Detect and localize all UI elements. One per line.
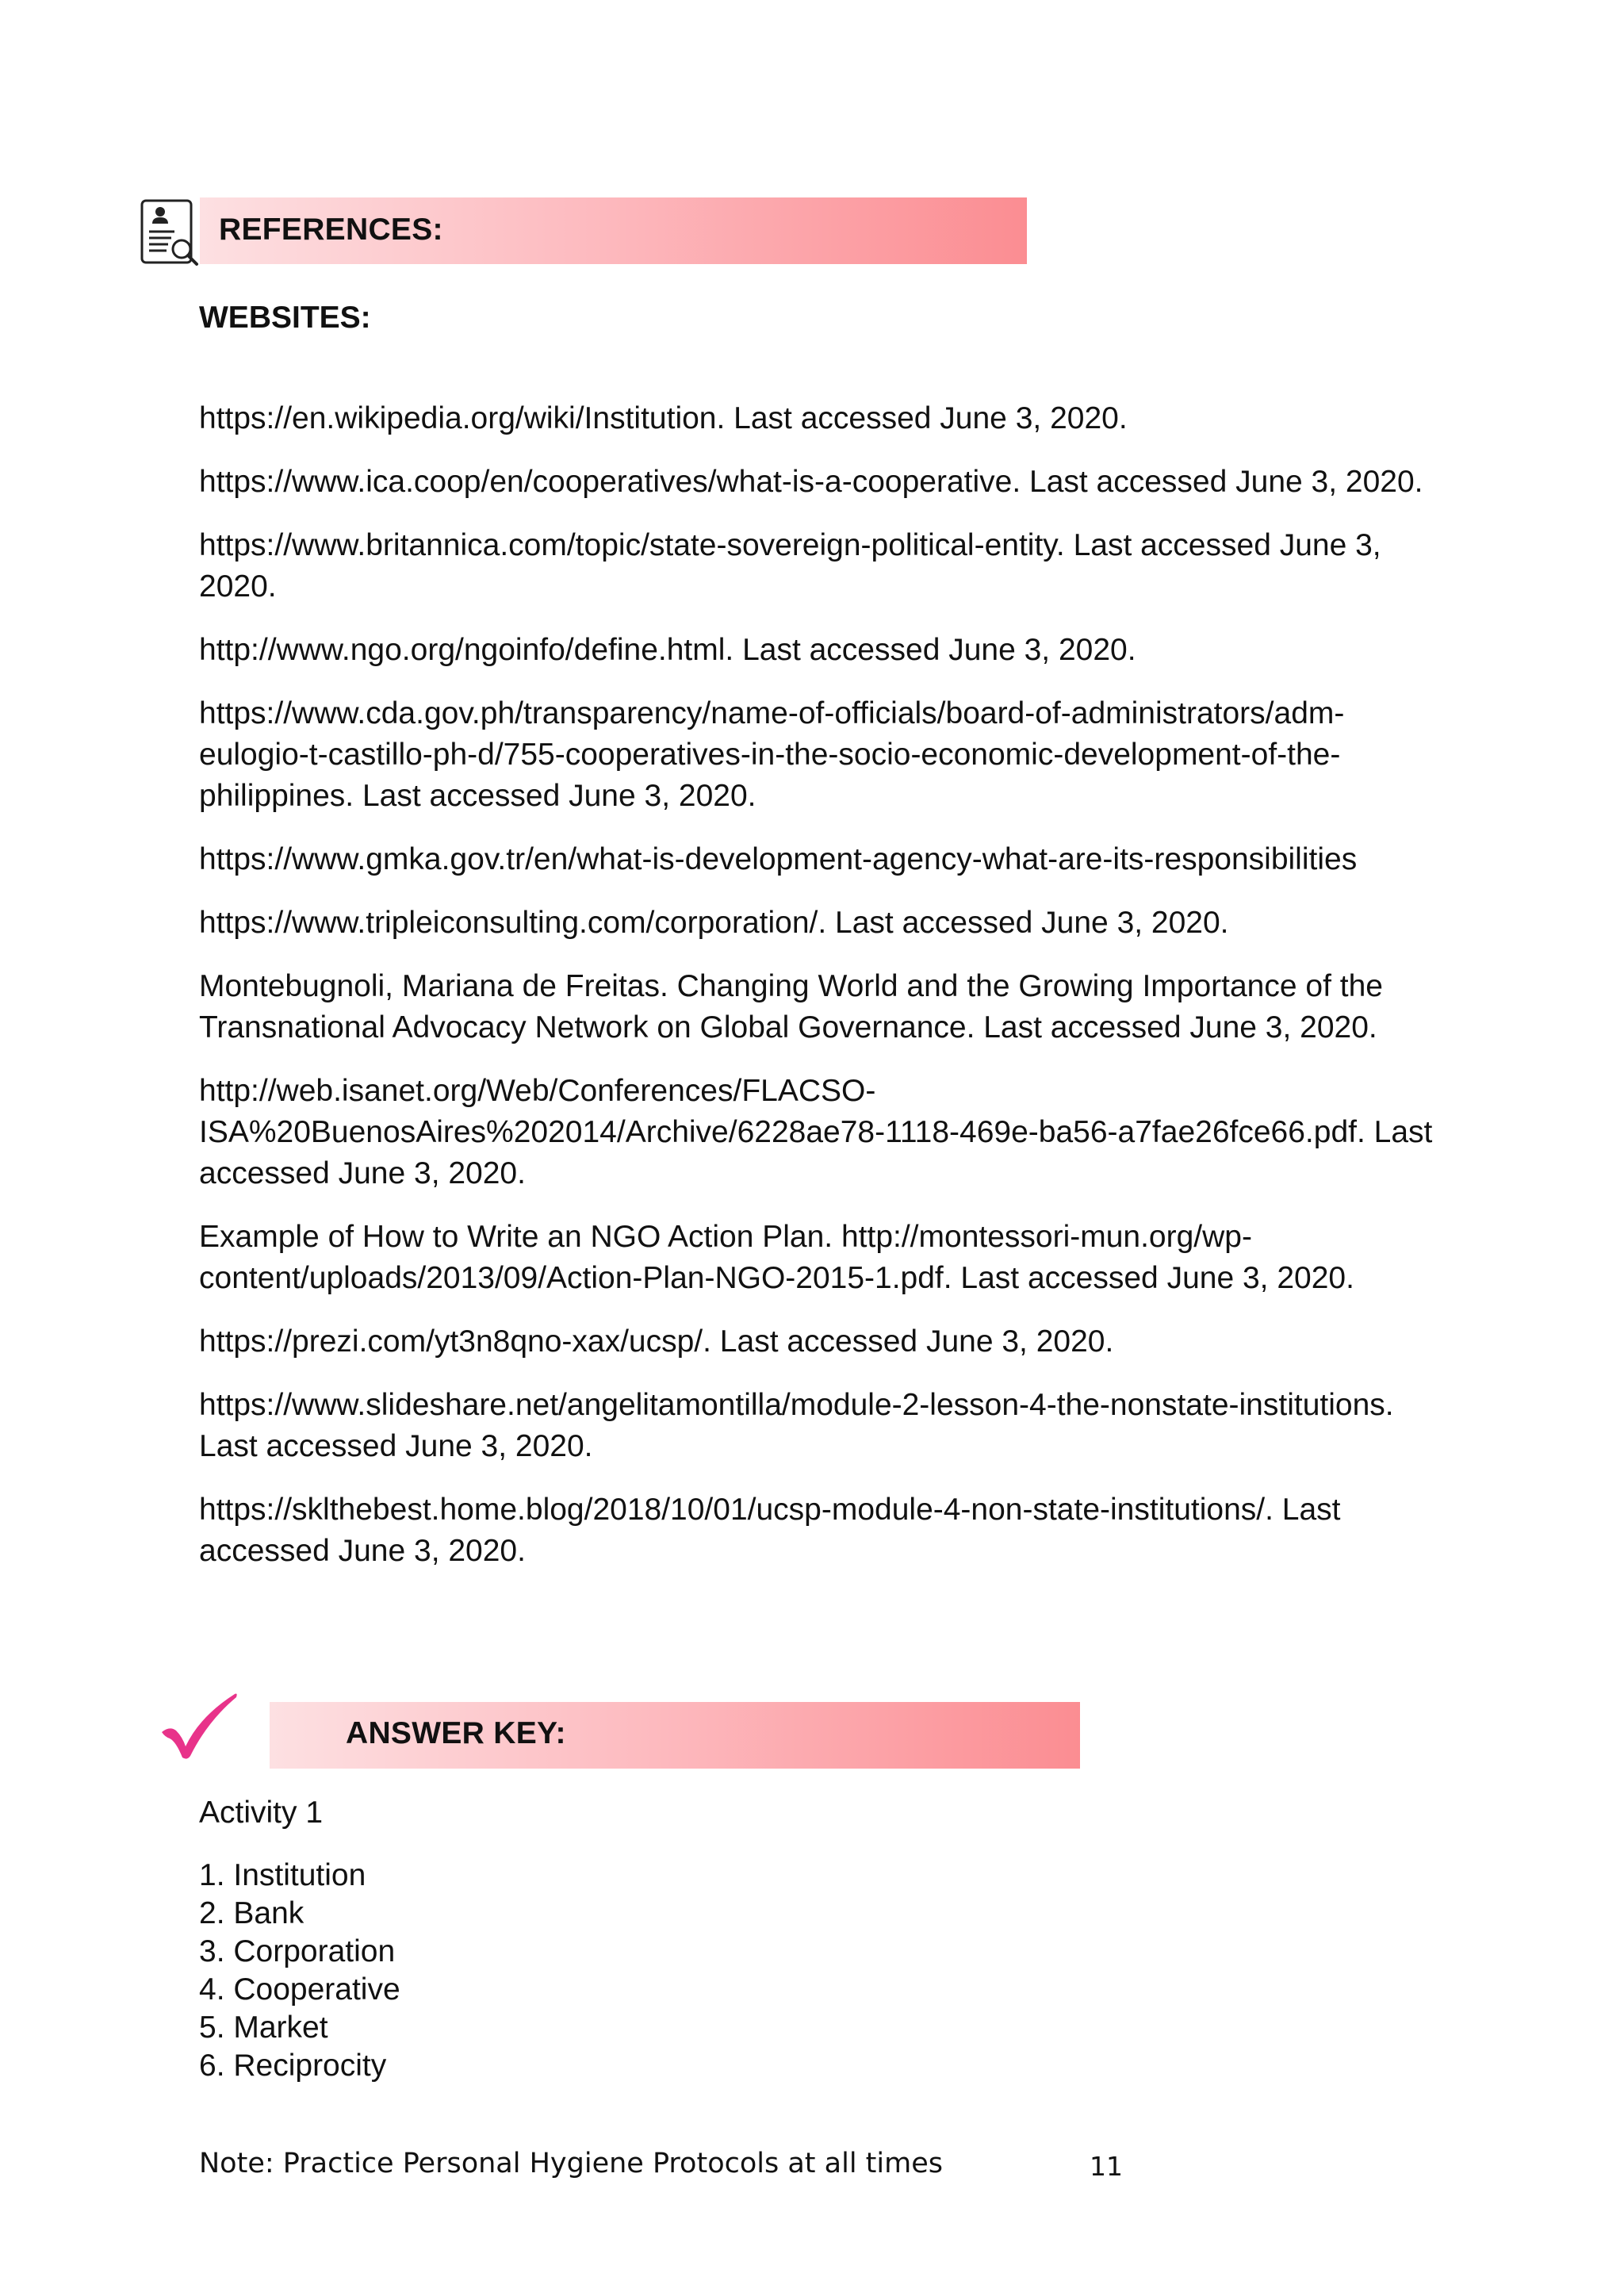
reference-item: https://www.britannica.com/topic/state-sovereign-political-entity. Last accessed June 3, 2020. (199, 528, 1381, 604)
answer-item: 6. Reciprocity (199, 2049, 387, 2083)
reference-item: https://www.tripleiconsulting.com/corporation/. Last accessed June 3, 2020. (199, 906, 1229, 940)
profile-search-icon (140, 198, 201, 268)
reference-item: https://www.cda.gov.ph/transparency/name-of-officials/board-of-administrators/adm-eulogio-t-castillo-ph-d/755-cooperatives-in-the-socio-economic-development-of-the-philippines. Last accessed June 3, 2020. (199, 696, 1345, 813)
footer-note: Note: Practice Personal Hygiene Protocols at all times (199, 2148, 943, 2179)
reference-item: http://www.ngo.org/ngoinfo/define.html. Last accessed June 3, 2020. (199, 633, 1136, 667)
reference-item: https://www.gmka.gov.tr/en/what-is-development-agency-what-are-its-responsibilities (199, 842, 1358, 876)
answer-item: 4. Cooperative (199, 1972, 400, 2007)
reference-item: https://www.ica.coop/en/cooperatives/what-is-a-cooperative. Last accessed June 3, 2020. (199, 465, 1423, 499)
checkmark-icon (159, 1689, 241, 1761)
reference-item: https://en.wikipedia.org/wiki/Institution. Last accessed June 3, 2020. (199, 401, 1128, 435)
answer-item: 3. Corporation (199, 1934, 396, 1968)
reference-item: https://www.slideshare.net/angelitamontilla/module-2-lesson-4-the-nonstate-institutions. Last accessed June 3, 2020. (199, 1388, 1394, 1463)
answer-list (199, 1857, 400, 2085)
references-title: REFERENCES: (219, 213, 443, 247)
answer-item: 2. Bank (199, 1896, 304, 1930)
reference-item: https://sklthebest.home.blog/2018/10/01/ucsp-module-4-non-state-institutions/. Last accessed June 3, 2020. (199, 1493, 1341, 1568)
answer-key-title: ANSWER KEY: (346, 1716, 566, 1750)
answer-item: 5. Market (199, 2010, 328, 2045)
activity-label: Activity 1 (199, 1796, 324, 1830)
reference-item: http://web.isanet.org/Web/Conferences/FLACSO-ISA%20BuenosAires%202014/Archive/6228ae78-1118-469e-ba56-a7fae26fce66.pdf. Last accessed June 3, 2020. (199, 1074, 1433, 1190)
page-number: 11 (1090, 2151, 1123, 2182)
websites-heading: WEBSITES: (199, 301, 371, 335)
reference-item: https://prezi.com/yt3n8qno-xax/ucsp/. Last accessed June 3, 2020. (199, 1324, 1114, 1359)
reference-list (199, 398, 1452, 1594)
reference-item: Example of How to Write an NGO Action Plan. http://montessori-mun.org/wp-content/uploads/2013/09/Action-Plan-NGO-2015-1.pdf. Last accessed June 3, 2020. (199, 1220, 1354, 1295)
reference-item: Montebugnoli, Mariana de Freitas. Changing World and the Growing Importance of the Transnational Advocacy Network on Global Governance. Last accessed June 3, 2020. (199, 969, 1383, 1045)
answer-item: 1. Institution (199, 1858, 366, 1892)
